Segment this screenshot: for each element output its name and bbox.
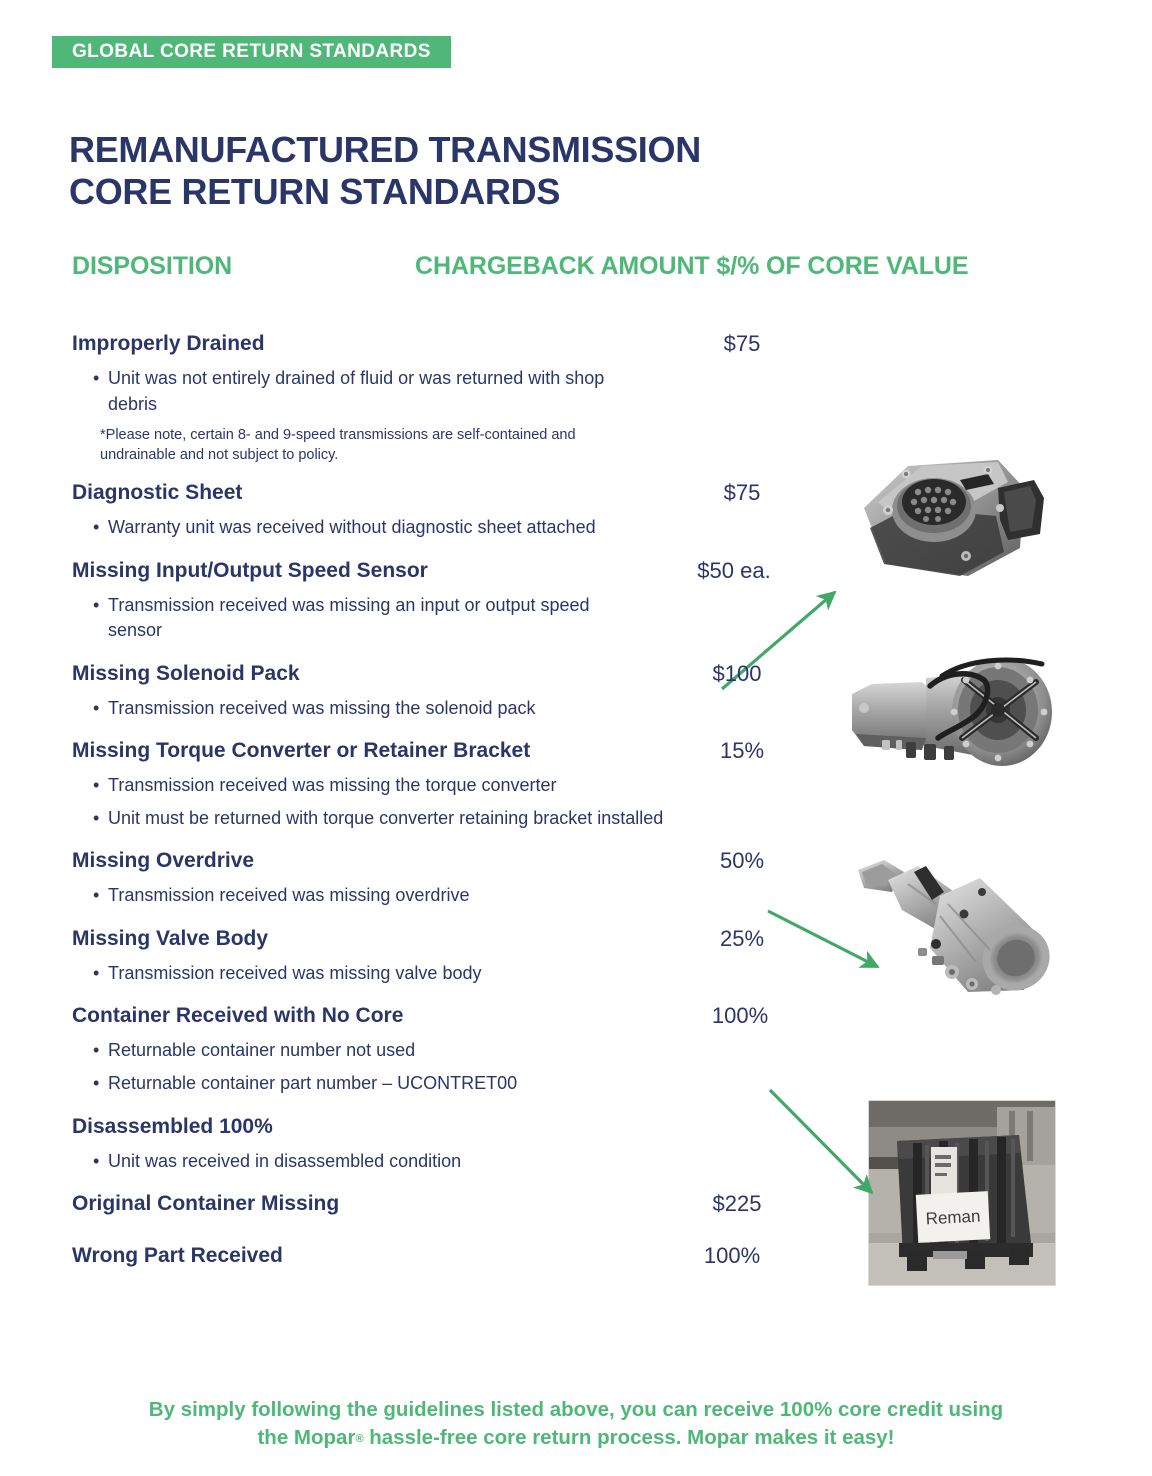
row-amount: $50 ea. [697,557,771,583]
row-bullets [72,1038,772,1096]
row-amount: $75 [723,331,761,356]
row-bullets [72,773,772,831]
row-amount: 50% [719,848,765,874]
disposition-row [72,1242,772,1272]
page-title [69,129,829,213]
bullet-glyph: • [93,1073,100,1094]
footer-line-2-post: hassle-free core return process. Mopar makes it easy! [363,1426,895,1450]
disposition-row [72,1113,772,1175]
row-amount: 15% [719,738,765,764]
row-title: Missing Input/Output Speed Sensor [72,558,428,582]
bullet-glyph: • [93,775,100,796]
row-bullets [72,515,772,541]
disposition-list [72,330,772,1272]
disposition-row [72,1002,772,1096]
footer-line-2 [76,1424,1076,1452]
row-bullets [72,366,772,417]
row-amount: $225 [712,1191,762,1217]
column-header-chargeback: CHARGEBACK AMOUNT $/% OF CORE VALUE [415,252,969,280]
reman-label-text: Reman [925,1206,981,1229]
row-footnote: *Please note, certain 8- and 9-speed transmissions are self-contained and undrainable and not subject to policy. [100,427,576,464]
bullet-text: Unit was received in disassembled condition [108,1150,462,1171]
bullet-text: Transmission received was missing overdrive [108,885,470,906]
disposition-row [72,737,772,831]
row-title: Improperly Drained [72,332,265,355]
row-amount: $75 [723,480,761,506]
bullet-text: Unit must be returned with torque converter retaining bracket installed [108,807,664,828]
bullet-item [72,1071,708,1097]
disposition-row [72,557,772,644]
bullet-item [72,515,708,541]
footer-line-2-pre: the Mopar [257,1426,356,1450]
bullet-text: Returnable container number not used [108,1040,416,1061]
row-amount: $100 [712,660,762,686]
row-title: Missing Torque Converter or Retainer Bracket [72,739,531,763]
eyebrow-banner: GLOBAL CORE RETURN STANDARDS [52,36,451,68]
disposition-row [72,925,772,987]
row-bullets [72,696,772,722]
row-amount: 25% [719,925,765,951]
bullet-item [72,806,768,832]
row-title: Diagnostic Sheet [72,481,243,505]
bullet-item [72,366,613,417]
bullet-item [72,696,708,722]
registered-trademark-symbol: ® [355,1433,364,1446]
row-amount: 100% [711,1003,769,1029]
bullet-text: Transmission received was missing valve body [108,962,482,983]
column-header-disposition: DISPOSITION [72,252,233,280]
row-amount: 100% [703,1243,761,1269]
bullet-text: Transmission received was missing an input or output speed sensor [108,594,590,641]
bullet-text: Transmission received was missing the torque converter [108,775,557,796]
row-title: Missing Solenoid Pack [72,661,300,685]
bullet-item [72,593,608,644]
footer-line-1: By simply following the guidelines listed above, you can receive 100% core credit using [148,1398,1004,1421]
bullet-glyph: • [93,807,100,828]
bullet-item [72,961,708,987]
row-bullets [72,593,772,644]
bullet-glyph: • [93,885,100,906]
row-bullets [72,883,772,909]
disposition-row [72,330,772,465]
returnable-container-photo [868,1100,1056,1286]
bullet-item [72,1149,708,1175]
disposition-row [72,660,772,722]
transmission-with-torque-converter-photo [846,646,1058,774]
bullet-glyph: • [93,697,100,718]
bullet-glyph: • [93,368,100,388]
bullet-glyph: • [93,594,100,615]
row-title: Missing Overdrive [72,849,255,873]
row-title: Container Received with No Core [72,1004,404,1028]
bullet-text: Warranty unit was received without diagnostic sheet attached [108,517,596,538]
solenoid-pack-photo [848,436,1056,596]
bullet-glyph: • [93,517,100,538]
row-title: Missing Valve Body [72,926,269,950]
footer-message [76,1396,1076,1453]
row-title: Wrong Part Received [72,1244,283,1268]
row-title: Original Container Missing [72,1192,340,1216]
bullet-item [72,1038,708,1064]
row-title: Disassembled 100% [72,1114,273,1138]
disposition-row [72,847,772,909]
page-title-line-2: CORE RETURN STANDARDS [69,171,561,213]
row-bullets [72,961,772,987]
disposition-row [72,479,772,541]
bullet-text: Transmission received was missing the solenoid pack [108,697,536,718]
bullet-item [72,883,708,909]
bullet-item [72,773,748,799]
disposition-row [72,1190,772,1220]
bullet-glyph: • [93,962,100,983]
bullet-text: Unit was not entirely drained of fluid or was returned with shop debris [108,368,605,414]
bullet-glyph: • [93,1150,100,1171]
page-title-line-1: REMANUFACTURED TRANSMISSION [69,129,701,171]
transmission-overdrive-photo [848,852,1058,1004]
bullet-glyph: • [93,1040,100,1061]
row-bullets [72,1149,772,1175]
arrow-to-container-photo [770,1090,872,1193]
bullet-text: Returnable container part number – UCONTRET00 [108,1073,518,1094]
